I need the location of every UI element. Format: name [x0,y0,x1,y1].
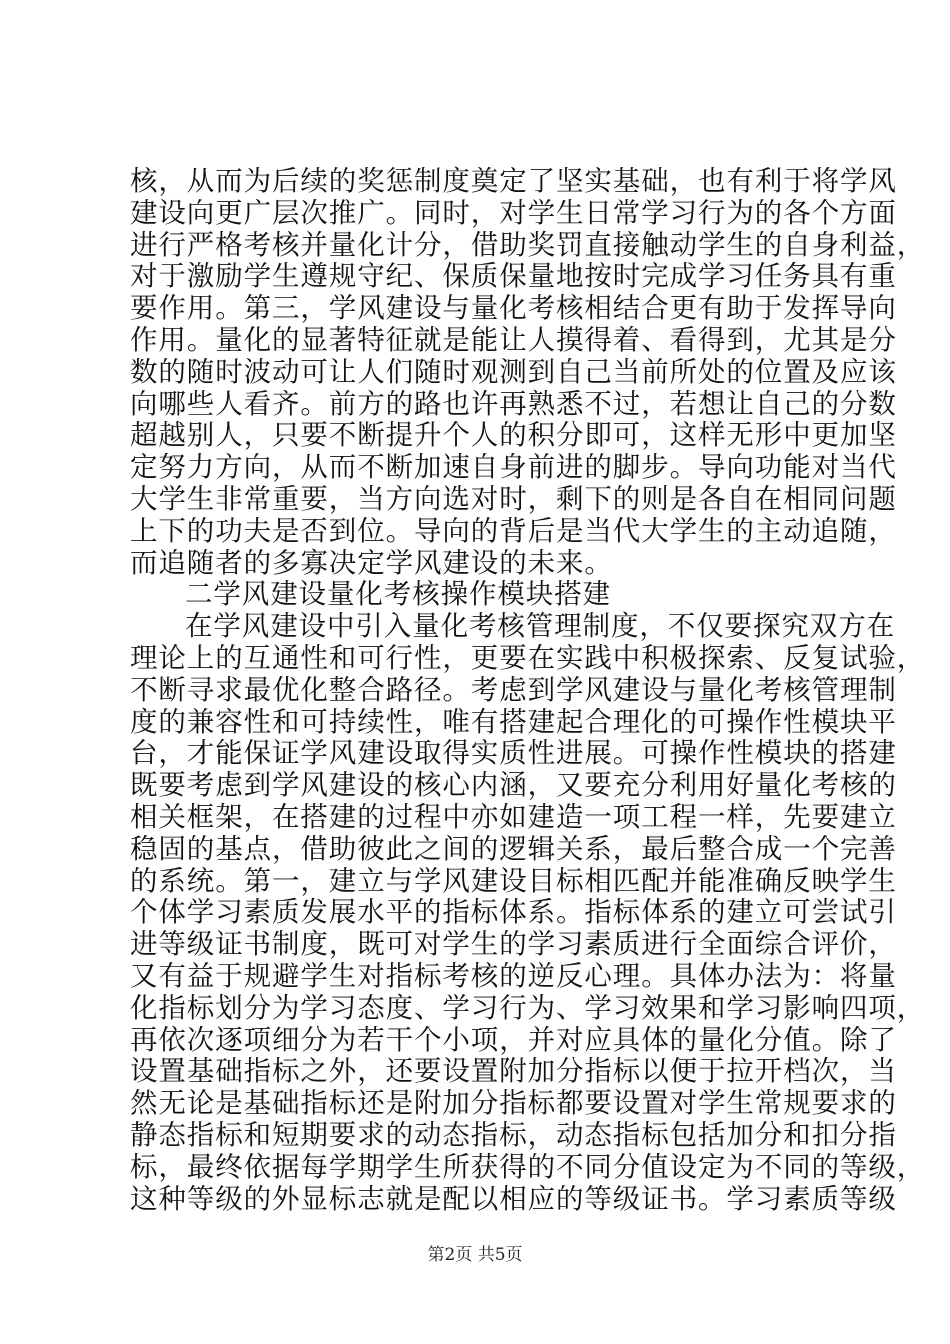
text-line: 相关框架，在搭建的过程中亦如建造一项工程一样，先要建立 [130,800,897,833]
text-line: 不断寻求最优化整合路径。考虑到学风建设与量化考核管理制 [130,673,897,706]
text-line: 标，最终依据每学期学生所获得的不同分值设定为不同的等级， [130,1150,926,1183]
text-line: 而追随者的多寡决定学风建设的未来。 [130,546,613,579]
text-line: 对于激励学生遵规守纪、保质保量地按时完成学习任务具有重 [130,260,897,293]
text-line: 数的随时波动可让人们随时观测到自己当前所处的位置及应该 [130,355,897,388]
text-line: 静态指标和短期要求的动态指标，动态指标包括加分和扣分指 [130,1118,897,1151]
text-line: 台，才能保证学风建设取得实质性进展。可操作性模块的搭建 [130,737,897,770]
body-text [130,165,926,1215]
text-line: 稳固的基点，借助彼此之间的逻辑关系，最后整合成一个完善 [130,832,897,865]
text-line: 大学生非常重要，当方向选对时，剩下的则是各自在相同问题 [130,482,897,515]
text-line: 既要考虑到学风建设的核心内涵，又要充分利用好量化考核的 [130,769,897,802]
text-line: 这种等级的外显标志就是配以相应的等级证书。学习素质等级 [130,1182,897,1215]
text-line: 向哪些人看齐。前方的路也许再熟悉不过，若想让自己的分数 [130,387,897,420]
text-line: 度的兼容性和可持续性，唯有搭建起合理化的可操作性模块平 [130,705,897,738]
text-line: 定努力方向，从而不断加速自身前进的脚步。导向功能对当代 [130,451,897,484]
text-line: 超越别人，只要不断提升个人的积分即可，这样无形中更加坚 [130,419,897,452]
text-line: 个体学习素质发展水平的指标体系。指标体系的建立可尝试引 [130,896,897,929]
section-heading: 二学风建设量化考核操作模块搭建 [185,578,611,611]
text-line: 进行严格考核并量化计分，借助奖罚直接触动学生的自身利益， [130,228,926,261]
paragraph-section-two [130,610,926,1215]
text-line: 进等级证书制度，既可对学生的学习素质进行全面综合评价， [130,928,897,961]
text-line: 上下的功夫是否到位。导向的背后是当代大学生的主动追随， [130,514,897,547]
text-line: 建设向更广层次推广。同时，对学生日常学习行为的各个方面 [130,196,897,229]
text-line: 的系统。第一，建立与学风建设目标相匹配并能准确反映学生 [130,864,897,897]
page-number-footer: 第2页 共5页 [427,1245,523,1265]
text-line: 化指标划分为学习态度、学习行为、学习效果和学习影响四项， [130,991,926,1024]
text-line: 要作用。第三，学风建设与量化考核相结合更有助于发挥导向 [130,292,897,325]
text-line: 再依次逐项细分为若干个小项，并对应具体的量化分值。除了 [130,1023,897,1056]
text-line: 然无论是基础指标还是附加分指标都要设置对学生常规要求的 [130,1087,897,1120]
text-line: 设置基础指标之外，还要设置附加分指标以便于拉开档次，当 [130,1055,897,1088]
text-line: 又有益于规避学生对指标考核的逆反心理。具体办法为：将量 [130,959,897,992]
text-line: 理论上的互通性和可行性，更要在实践中积极探索、反复试验， [130,641,926,674]
text-line: 核，从而为后续的奖惩制度奠定了坚实基础，也有利于将学风 [130,165,897,197]
paragraph-continuation [130,165,926,579]
text-line: 作用。量化的显著特征就是能让人摸得着、看得到，尤其是分 [130,323,897,356]
text-line: 在学风建设中引入量化考核管理制度，不仅要探究双方在 [185,610,895,643]
